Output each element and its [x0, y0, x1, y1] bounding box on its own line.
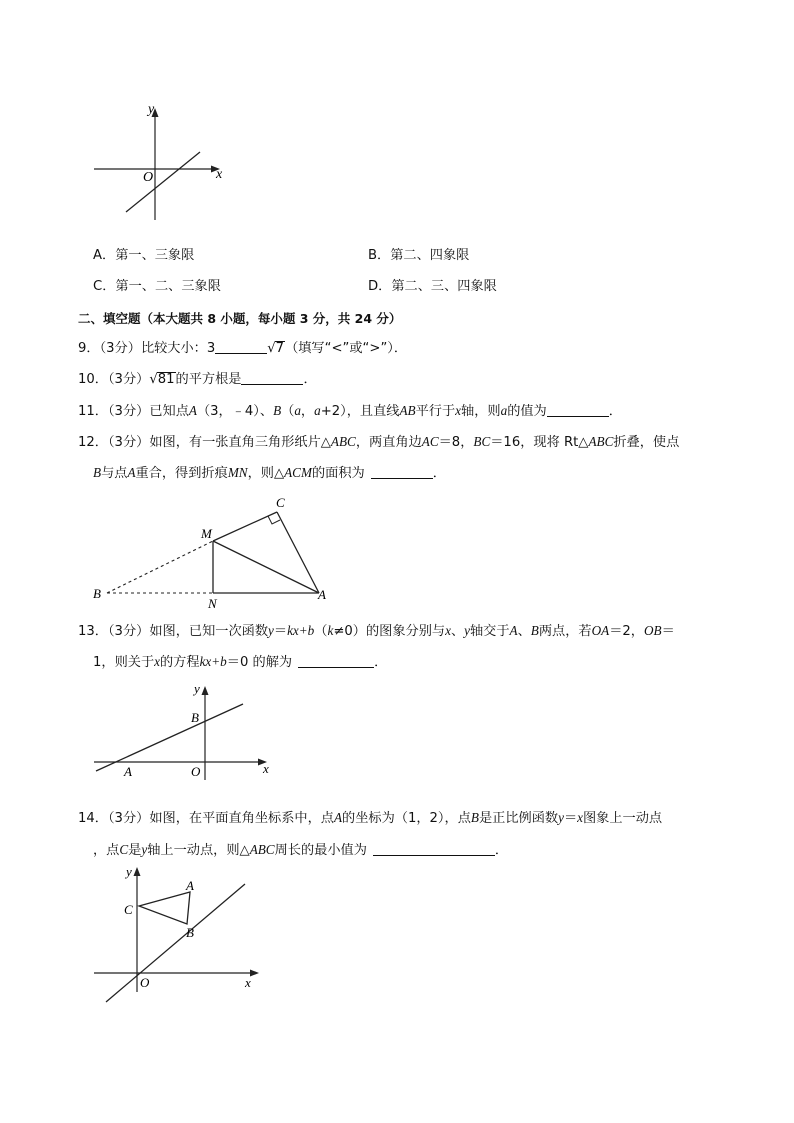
label-n: N — [208, 596, 217, 611]
question-13-line-2: 1，则关于x的方程kx+b＝0 的解为 ． — [93, 654, 388, 670]
question-13-line-1: 13．（3分）如图，已知一次函数y＝kx+b（k≠0）的图象分别与x、y轴交于A、B两点，若OA＝2，OB＝ — [78, 623, 675, 639]
label-b: B — [93, 586, 101, 601]
label-m: M — [201, 526, 212, 541]
answer-blank — [298, 654, 374, 668]
x-axis-label: x — [216, 167, 223, 182]
label-b: B — [186, 925, 194, 940]
option-c: C．第一、二、三象限 — [93, 279, 221, 294]
origin-label: O — [140, 975, 150, 990]
question-14-line-1: 14．（3分）如图，在平面直角坐标系中，点A的坐标为（1，2），点B是正比例函数y＝x图象上一动点 — [78, 810, 663, 826]
question-14-line-2: ，点C是y轴上一动点，则△ABC周长的最小值为 ． — [93, 842, 509, 858]
label-a: A — [186, 878, 194, 893]
option-d: D．第二、三、四象限 — [368, 279, 497, 294]
q13-figure — [90, 680, 280, 790]
answer-blank — [373, 842, 495, 856]
answer-blank — [547, 403, 609, 417]
label-c: C — [276, 495, 285, 510]
question-12-line-1: 12．（3分）如图，有一张直角三角形纸片△ABC，两直角边AC＝8，BC＝16，现将 Rt△ABC折叠，使点 — [78, 434, 680, 450]
q8-figure — [92, 100, 228, 230]
origin-label: O — [191, 764, 201, 779]
q14-figure — [90, 860, 265, 1005]
y-axis-label: y — [126, 864, 132, 879]
label-c: C — [124, 902, 133, 917]
answer-blank — [241, 371, 303, 385]
option-a: A．第一、三象限 — [93, 248, 195, 263]
option-b: B．第二、四象限 — [368, 248, 470, 263]
answer-blank — [215, 340, 267, 354]
question-11: 11．（3分）已知点A（3，﹣4）、B（a，a+2），且直线AB平行于x轴，则a的值为 ． — [78, 403, 622, 419]
x-axis-label: x — [263, 761, 269, 776]
label-a: A — [318, 587, 326, 602]
question-12-line-2: B与点A重合，得到折痕MN，则△ACM的面积为 ． — [93, 465, 446, 481]
answer-blank — [371, 465, 433, 479]
section-heading: 二、填空题（本大题共 8 小题，每小题 3 分，共 24 分） — [78, 311, 402, 326]
question-9: 9．（3分）比较大小：3 √7（填写“<”或“>”）． — [78, 341, 408, 356]
x-axis-label: x — [245, 975, 251, 990]
q12-figure — [90, 492, 340, 612]
y-axis-label: y — [148, 102, 155, 117]
y-axis-label: y — [194, 681, 200, 696]
label-b: B — [191, 710, 199, 725]
origin-label: O — [143, 170, 154, 185]
label-a: A — [124, 764, 132, 779]
question-10: 10．（3分）√81的平方根是 ． — [78, 372, 317, 387]
